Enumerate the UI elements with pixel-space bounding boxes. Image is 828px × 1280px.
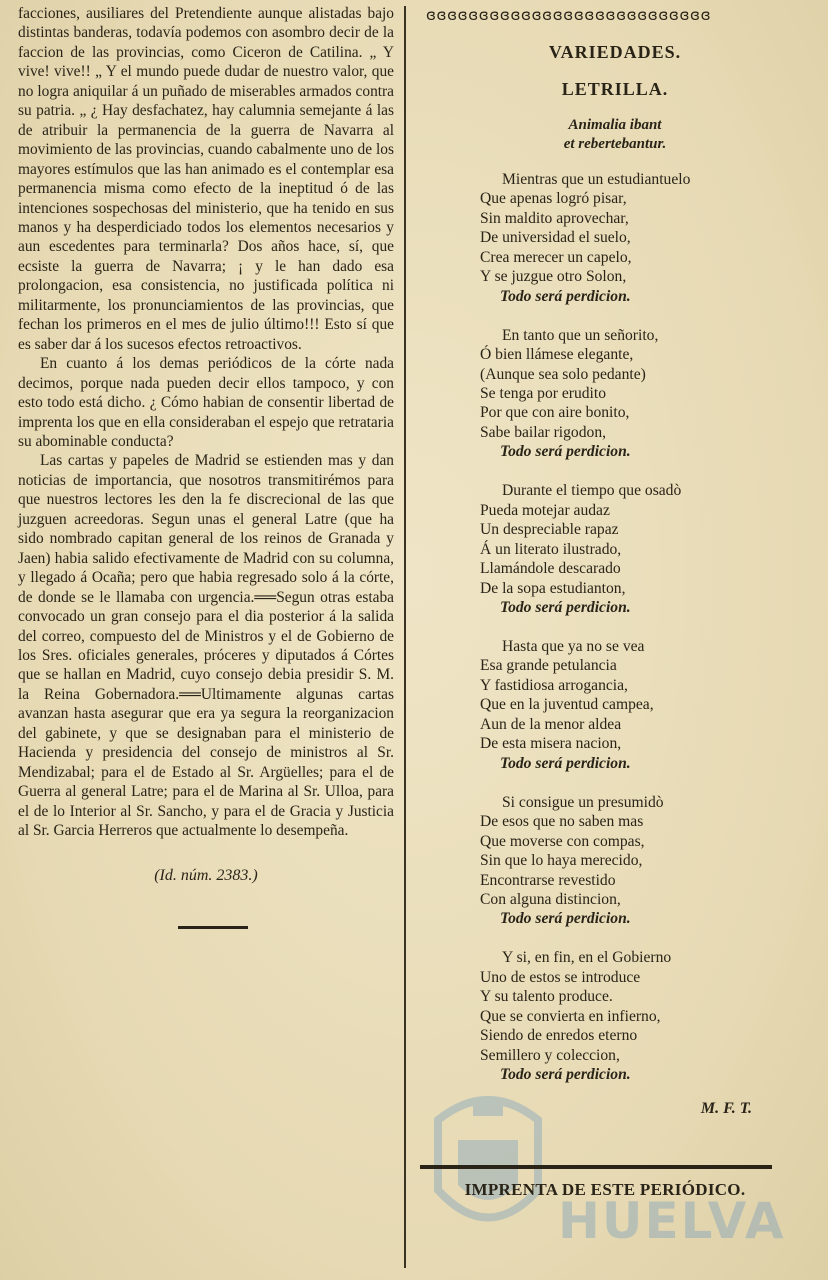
printer-imprint: IMPRENTA DE ESTE PERIÓDICO.: [464, 1180, 746, 1199]
stanza-3: [480, 481, 810, 617]
ornament-border: ɞɞɞɞɞɞɞɞɞɞɞɞɞɞɞɞɞɞɞɞɞɞɞɞɞɞɞ: [426, 6, 712, 24]
watermark-text: HUELVA: [558, 1192, 786, 1250]
stanza-4: [480, 637, 810, 773]
article-paragraph-3: Las cartas y papeles de Madrid se estienden mas y dan noticias de importancia, que nosotros transmitirémos para que nuestros lectores les den la fe discrecional de las que juzguen acreedoras. Segun unas el general Latre (que ha sido nombrado capitan general de los reinos de Granada y Jaen) habia salido efectivamente de Madrid con su columna, y llegado á Ocaña; pero que habia regresado solo á la córte, de donde se le llamaba con urgencia.══Segun otras estaba convocado un gran consejo para el dia posterior á la salida del correo, compuesto del de Ministros y el de Gobierno de los Sres. oficiales generales, próceres y diputados á Córtes que se hallan en Madrid, cuyo consejo debia presidir S. M. la Reina Gobernadora.══Ultimamente algunas cartas avanzan hasta asegurar que era ya segura la reorganizacion del gabinete, y que se designaban para el ministerio de Hacienda y presidencia del consejo de ministros al Sr. Mendizabal; para el de Estado al Sr. Argüelles; para el de Guerra al general Latre; para el de Marina al Sr. Ulloa, para el de lo Interior al Sr. Sancho, y para el de Gracia y Justicia al Sr. Garcia Herreros que actualmente lo desempeña.: [18, 452, 394, 840]
section-title: VARIEDADES.: [548, 42, 682, 62]
stanza-6: [480, 948, 810, 1084]
poem-line: Á un literato ilustrado,: [480, 540, 622, 558]
stanza-5: [480, 793, 810, 929]
poem-line: Encontrarse revestido: [480, 871, 616, 889]
poem-line: En tanto que un señorito,: [502, 326, 659, 344]
poem-line: Semillero y coleccion,: [480, 1046, 620, 1064]
end-rule: [178, 926, 248, 929]
source-reference: (Id. núm. 2383.): [154, 867, 258, 885]
poem-line: Aun de la menor aldea: [480, 715, 622, 733]
refrain: Todo será perdicion.: [500, 754, 631, 772]
poem-line: Con alguna distincion,: [480, 890, 621, 908]
poem-line: Mientras que un estudiantuelo: [502, 171, 691, 188]
poem-line: Se tenga por erudito: [480, 385, 607, 403]
poem-line: Sin que lo haya merecido,: [480, 852, 643, 870]
author-signature: M. F. T.: [700, 1100, 752, 1118]
poem-line: Que en la juventud campea,: [480, 696, 654, 714]
epigraph: [420, 116, 810, 154]
poem-line: Y se juzgue otro Solon,: [480, 268, 627, 286]
poem-line: Si consigue un presumidò: [502, 793, 664, 811]
refrain: Todo será perdicion.: [500, 599, 631, 617]
refrain: Todo será perdicion.: [500, 443, 631, 461]
poem-line: Un despreciable rapaz: [480, 521, 619, 539]
poem-line: Llamándole descarado: [480, 560, 621, 578]
poem-line: Siendo de enredos eterno: [480, 1027, 638, 1045]
epigraph-line-1: Animalia ibant: [568, 117, 662, 133]
poem-line: Crea merecer un capelo,: [480, 248, 632, 266]
article-paragraph-1: facciones, ausiliares del Pretendiente aunque alistadas bajo distintas banderas, todavía podemos con asombro decir de la faccion de las provincias, como Ciceron de Catilina. „ Y vive! vive!! „ Y el mundo puede dudar de nuestro valor, que no logra aniquilar á un puñado de miserables armados contra su patria. „ ¿ Hay desfachatez, hay calumnia semejante á las de atribuir la permanencia de la guerra de Navarra al movimiento de las provincias, cuando cabalmente uno de los mayores estímulos que las han animado es el contemplar esa permanencia misma como efecto de la ineptitud ó de las intenciones sospechosas del ministerio, que ha tenido en sus manos y ha desperdiciado todos los elementos necesarios y aun escedentes para terminarla? Dos años hace, sí, que ecsiste la guerra de Navarra; ¡ y le han dado esa prolongacion, esa consistencia, no justificada política ni militarmente, los pronunciamientos de las provincias, que fechan los primeros en el mes de julio último!!! Esto sí que es saber dar á los sucesos efectos retroactivos.: [18, 5, 394, 353]
poem-line: Y su talento produce.: [480, 988, 613, 1006]
article-paragraph-2: En cuanto á los demas periódicos de la córte nada decimos, porque nada pueden decir ellos tampoco, y con esto todo está dicho. ¿ Cómo habian de consentir libertad de imprenta los que en ella consideraban el espejo que retrataria su abominable conducta?: [18, 355, 394, 450]
left-column: [18, 4, 394, 929]
poem-line: Que apenas logró pisar,: [480, 190, 627, 208]
footer-rule: [420, 1165, 772, 1169]
refrain: Todo será perdicion.: [500, 910, 631, 928]
poem-line: Y fastidiosa arrogancia,: [480, 676, 628, 694]
poem-line: Por que con aire bonito,: [480, 404, 630, 422]
poem-title: LETRILLA.: [561, 79, 669, 99]
poem-line: De esos que no saben mas: [480, 813, 644, 831]
refrain: Todo será perdicion.: [500, 1066, 631, 1084]
poem-line: Hasta que ya no se vea: [502, 638, 645, 656]
poem-line: Durante el tiempo que osadò: [502, 482, 682, 500]
poem-line: Uno de estos se introduce: [480, 968, 641, 986]
right-column: [420, 6, 810, 1118]
poem-line: De universidad el suelo,: [480, 229, 631, 247]
poem-line: (Aunque sea solo pedante): [480, 365, 646, 383]
poem-line: Pueda motejar audaz: [480, 501, 610, 519]
poem-line: De esta misera nacion,: [480, 735, 622, 753]
poem-line: Esa grande petulancia: [480, 657, 617, 675]
poem-line: De la sopa estudianton,: [480, 579, 626, 597]
refrain: Todo será perdicion.: [500, 287, 631, 305]
poem-line: Que se convierta en infierno,: [480, 1007, 661, 1025]
poem-line: Que moverse con compas,: [480, 832, 645, 850]
poem-line: Sabe bailar rigodon,: [480, 423, 607, 441]
epigraph-line-2: et rebertebantur.: [563, 136, 667, 152]
stanza-1: [480, 170, 810, 306]
poem-line: Ó bien llámese elegante,: [480, 346, 634, 364]
column-divider: [404, 6, 406, 1268]
poem: [480, 170, 810, 1085]
stanza-2: [480, 326, 810, 462]
poem-line: Y si, en fin, en el Gobierno: [502, 949, 672, 967]
poem-line: Sin maldito aprovechar,: [480, 209, 629, 227]
